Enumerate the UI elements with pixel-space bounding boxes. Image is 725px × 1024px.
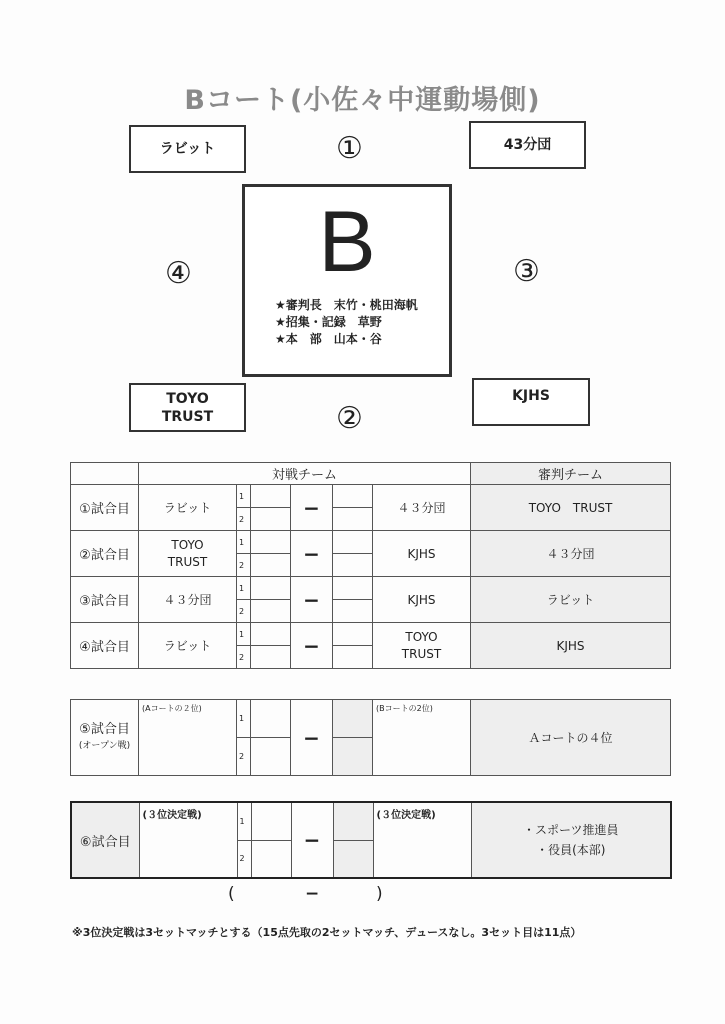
match5-team-b: (Bコートの2位)	[373, 700, 471, 776]
match5-sublabel: (オープン戦)	[78, 740, 131, 751]
footnote: ※3位決定戦は3セットマッチとする（15点先取の2セットマッチ、デュースなし。3セット目は11点）	[72, 926, 582, 939]
staff-referee-chief: ★審判長 末竹・桃田海帆	[275, 298, 418, 312]
team-b: ４３分団	[373, 485, 471, 531]
match6-referee-line2: ・役員(本部)	[536, 843, 606, 857]
match6-referee-line1: ・スポーツ推進員	[522, 823, 619, 837]
score-cell[interactable]	[251, 600, 291, 623]
team-b: KJHS	[373, 577, 471, 623]
referee-team: ラビット	[471, 577, 671, 623]
schedule-header-row	[71, 463, 671, 485]
court-letter: B	[318, 194, 376, 290]
match5-label	[71, 700, 139, 776]
score-cell[interactable]	[251, 531, 291, 554]
set-number: 1	[237, 577, 251, 600]
position-1: ①	[336, 131, 363, 166]
score-dash: −	[291, 485, 333, 531]
team-box-bottom-left	[129, 383, 246, 432]
bottom-paren-dash: −	[305, 884, 320, 904]
position-3: ③	[513, 254, 540, 289]
referee-team: TOYO TRUST	[471, 485, 671, 531]
staff-list	[275, 297, 418, 348]
set-number: 2	[237, 646, 251, 669]
set-number: 2	[237, 840, 251, 878]
set-number: 1	[237, 700, 251, 738]
set-number: 2	[237, 554, 251, 577]
score-cell[interactable]	[333, 802, 373, 840]
team-a: ４３分団	[139, 577, 237, 623]
score-cell[interactable]	[251, 577, 291, 600]
score-cell[interactable]	[251, 802, 291, 840]
schedule-table	[70, 462, 671, 669]
team-box-bottom-right-label: KJHS	[512, 388, 550, 404]
staff-call-record: ★招集・記録 草野	[275, 315, 382, 329]
table-row	[71, 802, 671, 840]
score-cell[interactable]	[251, 700, 291, 738]
score-dash: −	[291, 700, 333, 776]
header-empty	[71, 463, 139, 485]
match-label: ①試合目	[71, 485, 139, 531]
set-number: 1	[237, 802, 251, 840]
match6-table	[70, 801, 672, 879]
set-number: 2	[237, 600, 251, 623]
position-4: ④	[165, 256, 192, 291]
score-cell[interactable]	[251, 646, 291, 669]
referee-team: KJHS	[471, 623, 671, 669]
match6-team-a: (３位決定戦)	[139, 802, 237, 878]
score-cell[interactable]	[251, 840, 291, 878]
match-label: ④試合目	[71, 623, 139, 669]
match5-referee: Ａコートの４位	[471, 700, 671, 776]
score-cell[interactable]	[251, 508, 291, 531]
score-cell[interactable]	[333, 508, 373, 531]
score-cell[interactable]	[333, 485, 373, 508]
position-2: ②	[336, 401, 363, 436]
score-cell[interactable]	[333, 646, 373, 669]
team-box-bottom-left-line1: TOYO	[166, 390, 209, 407]
team-box-top-right-label: 43分団	[503, 137, 552, 153]
bottom-paren-open: (	[228, 884, 235, 904]
team-box-bottom-left-line2: TRUST	[161, 408, 214, 425]
table-row	[71, 700, 671, 738]
table-row	[71, 485, 671, 508]
team-a-line1: TOYO	[171, 537, 204, 552]
set-number: 1	[237, 623, 251, 646]
match6-team-b: (３位決定戦)	[373, 802, 471, 878]
header-match: 対戦チーム	[139, 463, 471, 485]
score-dash: −	[291, 531, 333, 577]
set-number: 1	[237, 485, 251, 508]
team-a-line2: TRUST	[167, 554, 208, 569]
score-cell[interactable]	[333, 554, 373, 577]
team-a: ラビット	[139, 485, 237, 531]
match5-table	[70, 699, 671, 776]
team-b-line1: TOYO	[405, 629, 438, 644]
table-row	[71, 531, 671, 554]
team-box-top-left	[129, 125, 246, 173]
set-number: 1	[237, 531, 251, 554]
match6-referee	[471, 802, 671, 878]
score-cell[interactable]	[333, 840, 373, 878]
score-cell[interactable]	[251, 485, 291, 508]
match-label: ②試合目	[71, 531, 139, 577]
score-cell[interactable]	[333, 623, 373, 646]
team-box-bottom-right	[472, 378, 590, 426]
score-cell[interactable]	[333, 531, 373, 554]
score-cell[interactable]	[333, 700, 373, 738]
set-number: 2	[237, 738, 251, 776]
score-cell[interactable]	[251, 738, 291, 776]
table-row	[71, 623, 671, 646]
team-box-top-right	[469, 121, 586, 169]
staff-headquarters: ★本 部 山本・谷	[275, 332, 382, 346]
score-cell[interactable]	[333, 577, 373, 600]
referee-team: ４３分団	[471, 531, 671, 577]
team-box-top-left-label: ラビット	[159, 141, 216, 157]
team-a: ラビット	[139, 623, 237, 669]
team-b	[373, 623, 471, 669]
court-box	[242, 184, 452, 377]
score-dash: −	[291, 577, 333, 623]
team-b-line2: TRUST	[401, 646, 442, 661]
score-dash: −	[291, 623, 333, 669]
table-row	[71, 577, 671, 600]
team-a	[139, 531, 237, 577]
match5-team-a: (Aコートの２位)	[139, 700, 237, 776]
match6-label: ⑥試合目	[71, 802, 139, 878]
bottom-paren-close: )	[376, 884, 383, 904]
set-number: 2	[237, 508, 251, 531]
score-cell[interactable]	[251, 623, 291, 646]
team-b: KJHS	[373, 531, 471, 577]
header-referee: 審判チーム	[471, 463, 671, 485]
score-cell[interactable]	[251, 554, 291, 577]
score-cell[interactable]	[333, 600, 373, 623]
match5-label-main: ⑤試合目	[79, 721, 130, 737]
score-dash: −	[291, 802, 333, 878]
page-title: Bコート(小佐々中運動場側)	[184, 85, 541, 116]
match-label: ③試合目	[71, 577, 139, 623]
score-cell[interactable]	[333, 738, 373, 776]
